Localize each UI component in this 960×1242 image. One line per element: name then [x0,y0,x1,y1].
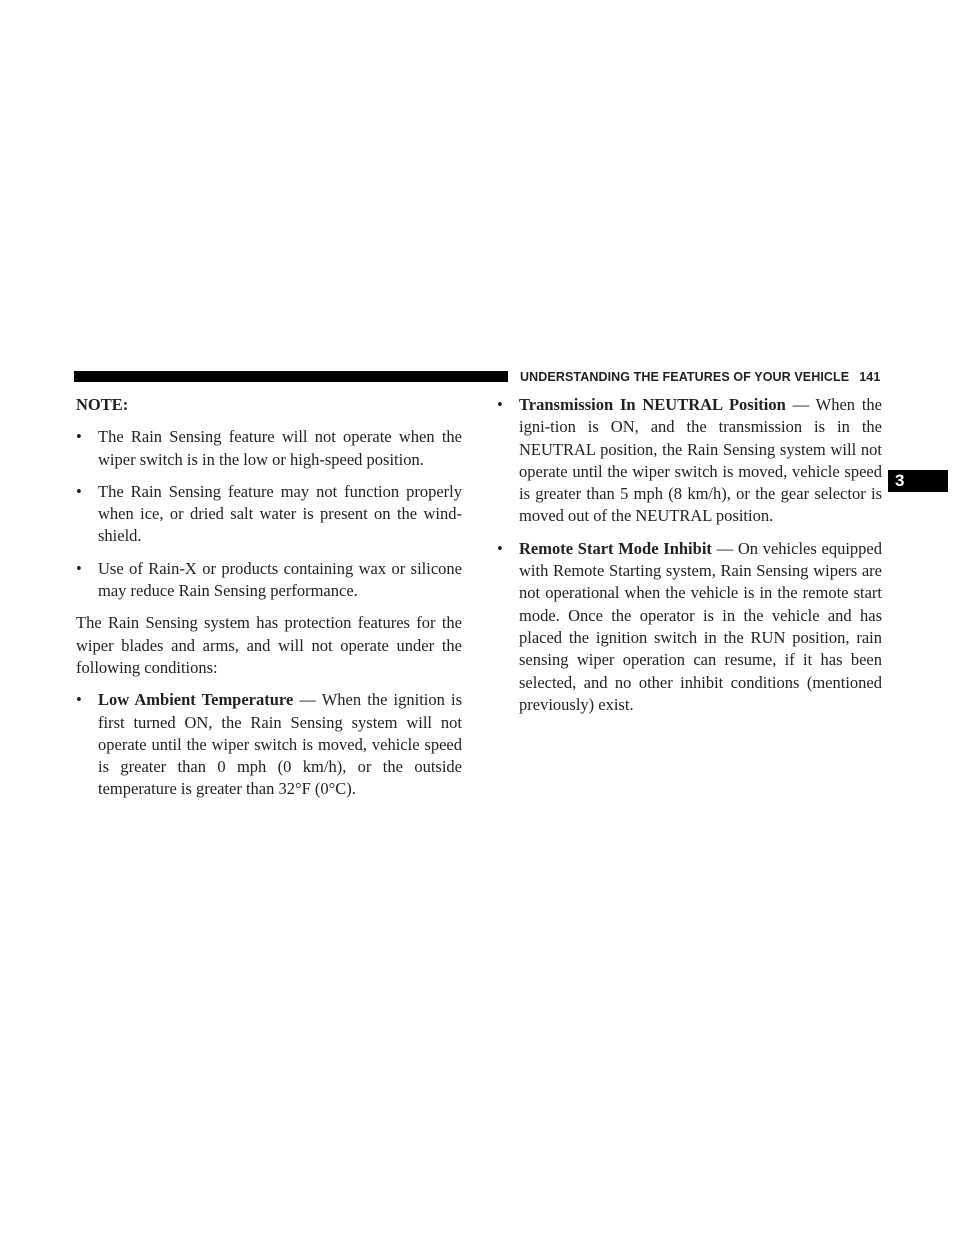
left-column [76,394,462,811]
header-rule [74,371,508,382]
bullet-icon: • [76,427,82,447]
condition-label: Remote Start Mode Inhibit [519,538,712,558]
intro-paragraph: The Rain Sensing system has protection features for the wiper blades and arms, and will not operate under the following conditions: [76,613,462,677]
note-bullet [76,558,462,603]
condition-text: — On vehicles equipped with Remote Starting system, Rain Sensing wipers are not operational when the vehicle is in the remote start mode. Once the operator is in the vehicle and has placed the ignition switch in the RUN position, rain sensing wiper operation can resume, if it has been selected, and no other inhibit conditions (mentioned previously) exist. [519,538,882,714]
bullet-icon: • [76,558,82,578]
note-bullet [76,481,462,548]
section-title: UNDERSTANDING THE FEATURES OF YOUR VEHICLE [520,370,850,384]
running-header [520,368,882,386]
chapter-number: 3 [895,471,905,490]
condition-label: Transmission In NEUTRAL Position [519,395,786,414]
condition-bullet [497,538,882,716]
chapter-tab [888,470,948,492]
right-column [497,394,882,726]
bullet-icon: • [497,538,503,558]
bullet-icon: • [76,481,82,501]
note-bullet-text: The Rain Sensing feature may not function properly when ice, or dried salt water is present on the wind-shield. [98,481,462,546]
condition-bullet [497,394,882,528]
bullet-icon: • [497,395,503,414]
note-bullet-text: The Rain Sensing feature will not operate when the wiper switch is in the low or high-speed position. [98,427,462,469]
condition-text: — When the ignition is first turned ON, the Rain Sensing system will not operate until the wiper switch is moved, vehicle speed is greater than 0 mph (0 km/h), or the outside temperature is greater than 32°F (0°C). [98,690,462,799]
note-bullet-text: Use of Rain-X or products containing wax or silicone may reduce Rain Sensing performance. [98,558,462,601]
page-number: 141 [859,370,881,384]
note-bullet [76,426,462,471]
condition-text: — When the igni-tion is ON, and the transmission is in the NEUTRAL position, the Rain Sensing system will not operate until the wiper switch is moved, vehicle speed is greater than 5 mph (8 km/h), or the gear selector is moved out of the NEUTRAL position. [519,395,882,526]
condition-bullet [76,689,462,800]
condition-label: Low Ambient Temperature [98,690,294,710]
bullet-icon: • [76,690,82,710]
note-heading: NOTE: [76,395,129,414]
